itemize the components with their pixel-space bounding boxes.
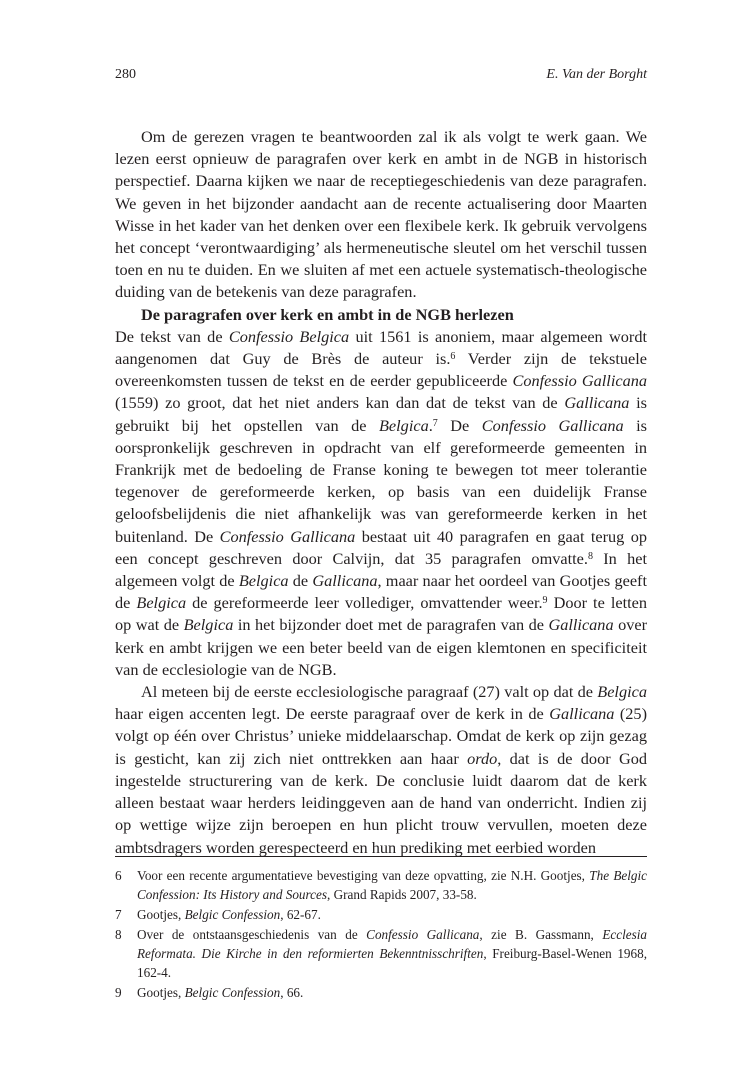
text-run: , 66. [280,985,304,1000]
italic-text: Belgica [378,415,429,435]
footnote-text [137,925,647,982]
text-run: Over de ontstaansgeschiedenis van de [137,927,367,942]
italic-text: Gallicana [564,393,630,413]
text-run: Voor een recente argumentatieve bevestiging van deze opvatting, zie N.H. Gootjes, [137,868,590,883]
text-run: Gootjes, [137,985,185,1000]
text-run: . [428,415,433,435]
text-run: de gereformeerde leer vollediger, omvattender weer. [186,593,543,613]
paragraph-confessio [115,326,647,681]
italic-text: Belgica [183,615,234,635]
italic-text: Belgic Confession [184,907,281,922]
text-run: (1559) zo groot, dat het niet anders kan dan dat de tekst van de [115,393,565,413]
italic-text: Gallicana [312,571,378,591]
footnotes [115,866,647,1003]
text-run: , 62-67. [280,907,321,922]
italic-text: Belgic Confession [184,985,281,1000]
italic-text: Confessio Belgica [228,326,350,346]
text-run: uit 1561 is anoniem, maar algemeen wordt aangenomen dat Guy de Brès de auteur is. [115,326,648,369]
text-run: over kerk en ambt krijgen we een beter beeld van de eigen klemtonen en specificiteit van de ecclesiologie van de NGB. [115,615,648,679]
footnote-text [137,983,647,1002]
text-run: , dat is de door God ingestelde structurering van de kerk. De conclusie luidt daarom dat de kerk alleen bestaat waar herders leidinggeven aan de hand van onderricht. Indien zij op wettige wijze zijn beroepen en hun plicht trouw vervullen, moeten deze ambtsdragers worden gerespecteerd en hun prediking met eerbied worden [115,748,647,857]
footnote-ref: 6 [450,351,456,363]
italic-text: Belgica [136,593,187,613]
italic-text: Belgica [597,682,647,702]
text-run: (25) volgt op één over Christus’ unieke middelaarschap. Omdat de kerk op zijn gezag is gesticht, kan zij zich niet onttrekken aan haar [115,704,647,768]
text-run: Door te letten op wat de [115,593,647,635]
text-run: is gebruikt bij het opstellen van de [115,393,647,435]
footnote-number: 6 [115,868,122,883]
footnote-ref: 9 [542,595,548,607]
text-run: De [437,415,482,435]
paragraph-intro: Om de gerezen vragen te beantwoorden zal ik als volgt te werk gaan. We lezen eerst opnieuw de paragrafen over kerk en ambt in de NGB in historisch perspectief. Daarna kijken we naar de receptiegeschiedenis van deze paragrafen. We geven in het bijzonder aandacht aan de recente actualisering door Maarten Wisse in het kader van het denken over een flexibele kerk. Ik gebruik vervolgens het concept ‘verontwaardiging’ als hermeneutische sleutel om het verschil tussen toen en nu te duiden. En we sluiten af met een actuele systematisch-theologische duiding van de betekenis van deze paragrafen. [115,127,647,302]
text-run: de [288,571,313,591]
footnote-9 [115,983,647,1002]
text-run: , zie B. Gassmann, [479,927,603,942]
text-run: Al meteen bij de eerste ecclesiologische paragraaf (27) valt op dat de [141,682,598,702]
running-head-author: E. Van der Borght [546,67,647,82]
text-run: Gootjes, [137,907,185,922]
footnote-text [137,905,647,924]
text-run: is oorspronkelijk geschreven in opdracht van elf gereformeerde gemeenten in Frankrijk met de bedoeling de Franse koning te bewegen tot meer tolerantie tegenover de gereformeerde kerken, op basis van een duidelijk Franse geloofsbelijdenis die niet afhankelijk was van gereformeerde kerken in het buitenland. De [115,415,647,546]
text-run: , maar naar het oordeel van Gootjes geeft de [115,571,647,613]
italic-text: Confessio Gallicana [481,415,624,435]
footnote-6 [115,866,647,904]
footnote-number: 9 [115,985,122,1000]
footnote-8 [115,925,647,982]
italic-text: Confessio Gallicana [512,371,648,391]
italic-text: Confessio Gallicana [366,927,480,942]
footnote-ref: 7 [432,417,438,429]
italic-text: Gallicana [548,615,614,635]
section-heading: De paragrafen over kerk en ambt in de NGB herlezen [141,304,514,324]
page-number: 280 [115,67,136,82]
text-run: , Freiburg-Basel-Wenen 1968, 162-4. [137,946,648,980]
text-run: De tekst van de [115,326,229,346]
text-run: haar eigen accenten legt. De eerste paragraaf over de kerk in de [115,704,550,724]
footnote-rule [115,856,647,857]
text-run: In het algemeen volgt de [115,548,647,591]
italic-text: Ecclesia Reformata. Die Kirche in den reformierten Bekenntnisschriften [137,927,647,961]
footnote-text [137,866,647,904]
footnote-number: 8 [115,927,122,942]
text-run: Verder zijn de tekstuele overeenkomsten tussen de tekst en de eerder gepubliceerde [115,349,647,391]
footnote-7 [115,905,647,924]
footnote-number: 7 [115,907,122,922]
footnote-ref: 8 [587,550,593,562]
italic-text: ordo [467,748,498,768]
italic-text: Gallicana [549,704,615,724]
text-run: bestaat uit 40 paragrafen en gaat terug op een concept geschreven door Calvijn, dat 35 paragrafen omvatte. [115,526,647,568]
running-head [115,66,647,84]
paragraph-ecclesiology [115,681,647,859]
body-text [115,126,647,859]
italic-text: Confessio Gallicana [219,526,356,546]
italic-text: Belgica [238,571,289,591]
text-run: , Grand Rapids 2007, 33-58. [327,887,477,902]
italic-text: The Belgic Confession: Its History and Sources [137,868,648,902]
text-run: in het bijzonder doet met de paragrafen van de [233,615,549,635]
